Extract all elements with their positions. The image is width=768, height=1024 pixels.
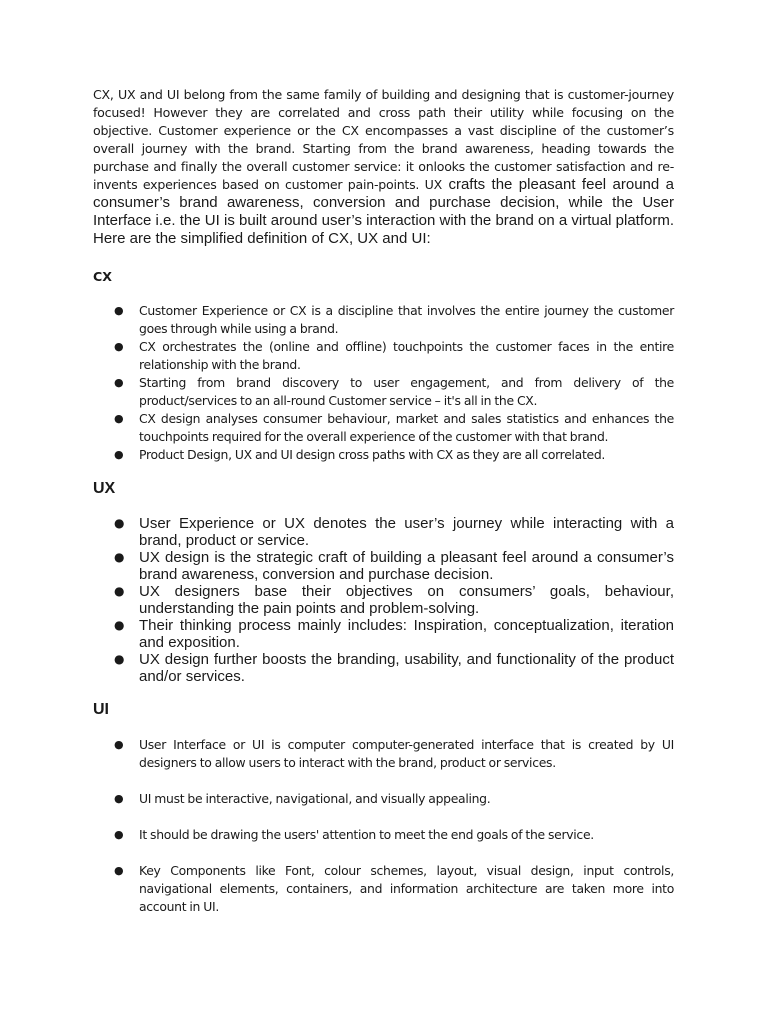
list-item xyxy=(93,862,674,916)
bullet-icon: ● xyxy=(114,412,124,425)
section-heading-ux: UX xyxy=(93,480,116,497)
list-item xyxy=(93,549,674,583)
list-item-text: User Interface or UI is computer computer-generated interface that is created by UI designers to allow users to interact with the brand, product or services. xyxy=(139,737,674,770)
list-item xyxy=(93,790,674,808)
bullet-icon: ● xyxy=(114,340,124,353)
bullet-icon: ● xyxy=(114,448,124,461)
list-item-text: It should be drawing the users' attention to meet the end goals of the service. xyxy=(139,827,594,842)
list-item xyxy=(93,651,674,685)
bullet-icon: ● xyxy=(114,584,125,598)
list-item-text: Customer Experience or CX is a discipline that involves the entire journey the customer goes through while using a brand. xyxy=(139,303,674,336)
list-item xyxy=(93,302,674,338)
list-item xyxy=(93,826,674,844)
ux-bullet-list xyxy=(93,515,674,685)
bullet-icon: ● xyxy=(114,738,124,751)
ui-bullet-list xyxy=(93,736,674,916)
bullet-icon: ● xyxy=(114,516,125,530)
list-item xyxy=(93,583,674,617)
bullet-icon: ● xyxy=(114,618,125,632)
section-heading-cx: CX xyxy=(93,269,112,284)
list-item-text: Key Components like Font, colour schemes, layout, visual design, input controls, navigational elements, containers, and information architecture are taken more into account in UI. xyxy=(139,863,674,914)
bullet-icon: ● xyxy=(114,550,125,564)
bullet-icon: ● xyxy=(114,376,124,389)
intro-text-part1: CX, UX and UI belong from the same family of building and designing that is customer-journey focused! However they are correlated and cross path their utility while focusing on the objective. Customer experience or the CX encompasses a vast discipline of the customer’s overall journey with the brand. Starting from the brand awareness, heading towards the purchase and finally the overall customer service: it onlooks the customer satisfaction and re-invents experiences based on customer pain-points. UX xyxy=(93,87,674,192)
list-item-text: Product Design, UX and UI design cross paths with CX as they are all correlated. xyxy=(139,447,606,462)
section-heading-ui: UI xyxy=(93,701,109,718)
intro-text-part2: crafts the pleasant feel around a consumer’s brand awareness, conversion and purchase decision, while the User Interface i.e. the UI is built around user’s interaction with the brand on a virtual platform. Here are the simplified definition of CX, UX and UI: xyxy=(93,176,674,247)
list-item xyxy=(93,338,674,374)
list-item xyxy=(93,736,674,772)
list-item-text: UX designers base their objectives on consumers’ goals, behaviour, understanding the pain points and problem-solving. xyxy=(139,583,674,617)
list-item-text: CX orchestrates the (online and offline) touchpoints the customer faces in the entire relationship with the brand. xyxy=(139,339,674,372)
list-item xyxy=(93,446,674,464)
bullet-icon: ● xyxy=(114,792,124,805)
bullet-icon: ● xyxy=(114,828,124,841)
list-item xyxy=(93,617,674,651)
bullet-icon: ● xyxy=(114,652,125,666)
list-item-text: UX design is the strategic craft of building a pleasant feel around a consumer’s brand awareness, conversion and purchase decision. xyxy=(139,549,674,583)
list-item-text: Starting from brand discovery to user engagement, and from delivery of the product/services to an all-round Customer service – it's all in the CX. xyxy=(139,375,674,408)
list-item-text: User Experience or UX denotes the user’s journey while interacting with a brand, product or service. xyxy=(139,515,674,549)
bullet-icon: ● xyxy=(114,864,124,877)
intro-paragraph xyxy=(93,86,674,248)
list-item xyxy=(93,515,674,549)
list-item-text: Their thinking process mainly includes: Inspiration, conceptualization, iteration and exposition. xyxy=(139,617,674,651)
list-item-text: UX design further boosts the branding, usability, and functionality of the product and/or services. xyxy=(139,651,674,685)
list-item-text: UI must be interactive, navigational, and visually appealing. xyxy=(139,791,491,806)
list-item xyxy=(93,374,674,410)
list-item-text: CX design analyses consumer behaviour, market and sales statistics and enhances the touchpoints required for the overall experience of the customer with that brand. xyxy=(139,411,674,444)
list-item xyxy=(93,410,674,446)
document-page xyxy=(93,86,674,916)
bullet-icon: ● xyxy=(114,304,124,317)
cx-bullet-list xyxy=(93,302,674,464)
